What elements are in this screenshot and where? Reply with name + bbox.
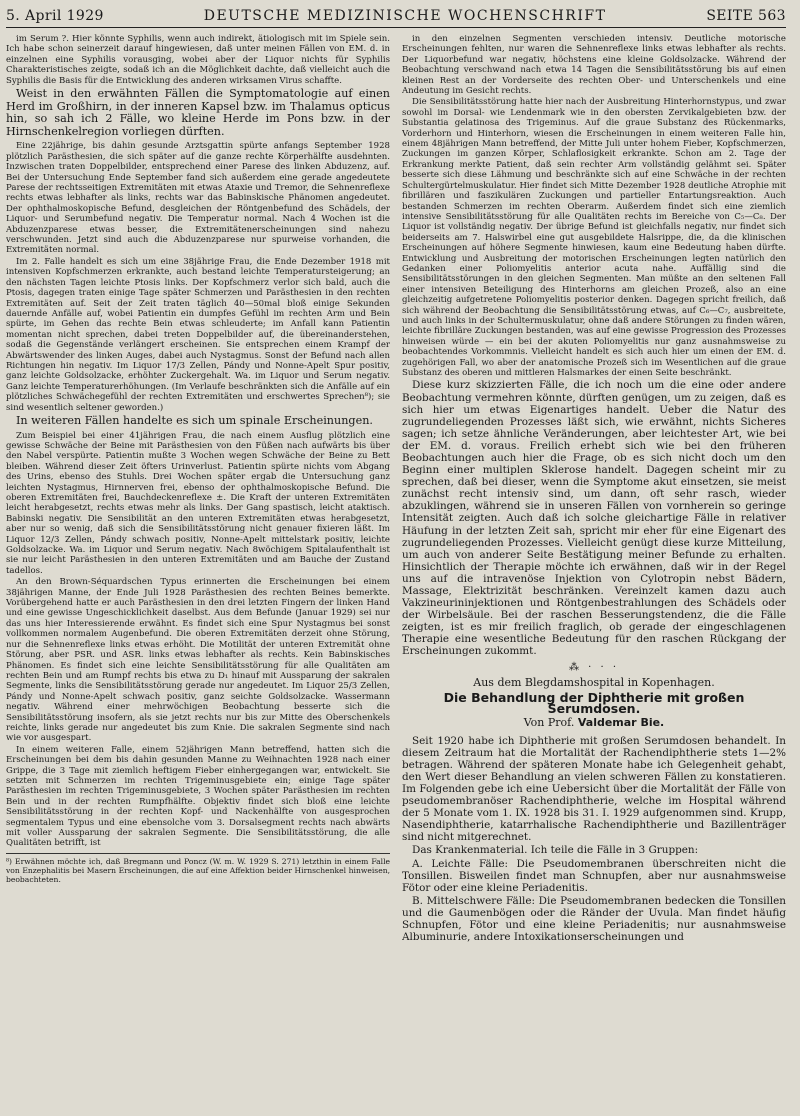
section-lead: Weist in den erwähnten Fällen die Symptomatologie auf einen Herd im Großhirn, in der inneren Kapsel bzw. im Thalamus opticus hin, so sah ich 2 Fälle, wo kleine Herde im Pons bzw. in der Hirnschenkelregion vorliegen dürften. [6, 87, 390, 138]
left-column [6, 34, 390, 944]
issue-date: 5. April 1929 [6, 8, 104, 24]
author-name: Valdemar Bie. [577, 716, 665, 730]
institution-line: Aus dem Blegdamshospital in Kopenhagen. [473, 675, 715, 689]
page-header [6, 8, 786, 28]
paragraph: Im 2. Falle handelt es sich um eine 38jährige Frau, die Ende Dezember 1918 mit intensiven Kopfschmerzen erkrankte, auch bestand leichte Temperatursteigerung; an den nächsten Tagen leichte Ptosis links. Der Kopfschmerz verlor sich bald, auch die Ptosis, dagegen traten einige Tage später Schmerzen und Parästhesien in den rechten Extremitäten auf. Seit der Zeit traten täglich 40—50mal bloß einige Sekunden dauernde Anfälle auf, wobei Patientin ein dumpfes Gefühl im rechten Arm und Bein spürte, im Gehen das rechte Bein etwas schleuderte; im Anfall kann Patientin momentan nicht sprechen, dabei treten Doppelbilder auf, die übereinanderstehen, sodaß die Gegenstände verlängert erscheinen. Sie entsprechen einem Krampf der Abwärtswender des linken Auges, dabei auch Nystagmus. Sonst der Befund nach allen Richtungen hin negativ. Im Liquor 17/3 Zellen, Pándy und Nonne-Apelt Spur positiv, ganz leichte Goldsolzacke, erhöhter Zuckergehalt. Wa. im Liquor und Serum negativ. Ganz leichte Temperaturerhöhungen. (Im Verlaufe beschränkten sich die Anfälle auf ein plötzliches Schwächegefühl der rechten Extremitäten und erschwertes Sprechen⁸); sie sind wesentlich seltener geworden.) [6, 256, 390, 413]
paragraph: Zum Beispiel bei einer 41jährigen Frau, die nach einem Ausflug plötzlich eine gewisse Schwäche der Beine mit Parästhesien von den Füßen nach aufwärts bis über den Nabel verspürte. Patientin mußte 3 Wochen wegen Schwäche der Beine zu Bett bleiben. Während dieser Zeit öfters Urinverlust. Patientin spürte nichts vom Abgang des Urins, ebenso des Stuhls. Drei Wochen später ergab die Untersuchung ganz leichten Nystagmus, Hirnnerven frei, ebenso der ophthalmoskopische Befund. Die oberen Extremitäten frei, Bauchdeckenreflexe ±. Die Kraft der unteren Extremitäten leicht herabgesetzt, rechts etwas mehr als links. Der Gang spastisch, leicht ataktisch. Babinski negativ. Die Sensibilität an den unteren Extremitäten etwas herabgesetzt, aber nur so wenig, daß sich die Sensibilitätsstörung nicht genauer fixieren läßt. Im Liquor 12/3 Zellen, Pándy schwach positiv, Nonne-Apelt mittelstark positiv, leichte Goldsolzacke. Wa. im Liquor und Serum negativ. Nach 8wöchigem Spitalaufenthalt ist sie nur leicht Parästhesien in den unteren Extremitäten und am Bauche der Zustand tadellos. [6, 430, 390, 576]
right-column [402, 34, 786, 944]
paragraph: Eine 22jährige, bis dahin gesunde Arztsgattin spürte anfangs September 1928 plötzlich Parästhesien, die sich später auf die ganze rechte Körperhälfte ausdehnten. Inzwischen traten Doppelbilder, entsprechend einer Parese des linken Abduzenz, auf. Bei der Untersuchung Ende September fand sich außerdem eine gerade angedeutete Parese der rechtsseitigen Extremitäten mit etwas Ataxie und Tremor, die Sehnenreflexe rechts etwas lebhafter als links, rechts war das Babinskische Phänomen angedeutet. Der ophthalmoskopische Befund, desgleichen der Röntgenbefund des Schädels, der Liquor- und Serumbefund negativ. Die Temperatur normal. Nach 4 Wochen ist die Abduzenzparese etwas besser, die Extremitätenerscheinungen sind nahezu verschwunden. Jetzt sind auch die Abduzenzparese nur spurweise vorhanden, die Extremitäten normal. [6, 141, 390, 256]
article-separator: ⁂ · · · [568, 661, 620, 673]
paragraph: A. Leichte Fälle: Die Pseudomembranen überschreiten nicht die Tonsillen. Bisweilen findet man Schnupfen, aber nur ausnahmsweise Fötor oder eine kleine Periadenitis. [402, 857, 786, 894]
article-title: Die Behandlung der Diphtherie mit großen Serumdosen. [443, 690, 745, 716]
paragraph: Diese kurz skizzierten Fälle, die ich noch um die eine oder andere Beobachtung vermehren könnte, dürften genügen, um zu zeigen, daß es sich hier um etwas Eigenartiges handelt. Ueber die Natur des zugrundeliegenden Prozesses läßt sich, wie erwähnt, nichts Sicheres sagen; ich setze ähnliche Veränderungen, aber leichtester Art, wie bei der EM. d. voraus. Freilich erhebt sich wie bei den früheren Beobachtungen auch hier die Frage, ob es sich nicht doch um den Beginn einer multiplen Sklerose handelt. Dagegen scheint mir zu sprechen, daß bei dieser, wenn die Symptome akut einsetzen, sie meist zunächst recht intensiv sind, um dann, oft sehr rasch, wieder abzuklingen, während sie in unseren Fällen von vornherein so geringe Intensität zeigten. Auch daß ich solche gleichartige Fälle in relativer Häufung in der letzten Zeit sah, spricht mir eher für eine Eigenart des zugrundeliegenden Prozesses. Vielleicht genügt diese kurze Mitteilung, um auch von anderer Seite Bestätigung meiner Befunde zu erhalten. Hinsichtlich der Therapie möchte ich erwähnen, daß wir in der Regel uns auf die intravenöse Injektion von Cylotropin nebst Bädern, Massage, Elektrizität beschränken. Vereinzelt kamen dazu auch Vakzineurininjektionen und Röntgenbestrahlungen des Schädels oder der Wirbelsäule. Bei der raschen Besserungstendenz, die die Fälle zeigten, ist es mir freilich fraglich, ob gerade der eingeschlagenen Therapie eine wesentliche Bedeutung für den raschen Rückgang der Erscheinungen zukommt. [402, 379, 786, 658]
author-line [402, 718, 786, 728]
author-prefix: Von Prof. [523, 716, 575, 730]
section-lead: In weiteren Fällen handelte es sich um spinale Erscheinungen. [16, 413, 373, 427]
paragraph: Seit 1920 habe ich Diphtherie mit großen Serumdosen behandelt. In diesem Zeitraum hat die Mortalität der Rachendiphtherie stets 1—2% betragen. Während der späteren Monate habe ich Gelegenheit gehabt, den Wert dieser Behandlung an vielen schweren Fällen zu konstatieren. Im Folgenden gebe ich eine Uebersicht über die Mortalität der Fälle von pseudomembranöser Rachendiphtherie, welche im Hospital während der 5 Monate vom 1. IX. 1928 bis 31. I. 1929 aufgenommen sind. Krupp, Nasendiphtherie, katarrhalische Rachendiphtherie und Bazillenträger sind nicht mitgerechnet. [402, 734, 786, 844]
paragraph: In einem weiteren Falle, einem 52jährigen Mann betreffend, hatten sich die Erscheinungen bei dem bis dahin gesunden Manne zu Weihnachten 1928 nach einer Grippe, die 3 Tage mit ziemlich heftigem Fieber einhergegangen war, entwickelt. Sie setzten mit Schmerzen im rechten Trigeminusgebiete ein; einige Tage später Parästhesien im rechten Trigeminusgebiete, 3 Wochen später Parästhesien im rechten Bein und in der rechten Rumpfhälfte. Objektiv findet sich bloß eine leichte Sensibilitätsstörung in der rechten Kopf- und Nackenhälfte von ausgesprochen segmentalem Typus und eine ebensolche vom 3. Dorsalsegment rechts nach abwärts mit voller Aussparung der sakralen Segmente. Die Sensibilitätsstörung, die alle Qualitäten betrifft, ist [6, 744, 390, 849]
journal-title: DEUTSCHE MEDIZINISCHE WOCHENSCHRIFT [203, 8, 607, 24]
paragraph: An den Brown-Séquardschen Typus erinnerten die Erscheinungen bei einem 38jährigen Manne, der Ende Juli 1928 Parästhesien des rechten Beines bemerkte. Vorübergehend hatte er auch Parästhesien in den drei letzten Fingern der linken Hand und eine gewisse Ungeschicklichkeit daselbst. Aus dem Befunde (Januar 1929) sei nur das uns hier Interessierende erwähnt. Es findet sich eine Spur Nystagmus bei sonst vollkommen normalem Augenbefund. Die oberen Extremitäten derzeit ohne Störung, nur die Sehnenreflexe links etwas erhöht. Die Motilität der unteren Extremität ohne Störung, aber PSR. und ASR. links etwas lebhafter als rechts. Kein Babinskisches Phänomen. Es findet sich eine leichte Sensibilitätsstörung für alle Qualitäten am rechten Bein und am Rumpf rechts bis etwa zu D₁ hinauf mit Aussparung der sakralen Segmente, links die Sensibilitätsstörung gerade nur angedeutet. Im Liquor 25/3 Zellen, Pándy und Nonne-Apelt schwach positiv, ganz seichte Goldsolzacke. Wassermann negativ. Während einer mehrwöchigen Beobachtung besserte sich die Sensibilitätsstörung insofern, als sie jetzt rechts nur bis zur Mitte des Oberschenkels reichte, links gerade nur angedeutet bis zum Knie. Die sakralen Segmente sind nach wie vor ausgespart. [6, 577, 390, 744]
paragraph: B. Mittelschwere Fälle: Die Pseudomembranen bedecken die Tonsillen und die Gaumenbögen oder die Ränder der Uvula. Man findet häufig Schnupfen, Fötor und eine kleine Periadenitis; nur ausnahmsweise Albuminurie, andere Intoxikationserscheinungen und [402, 894, 786, 944]
paragraph: Das Krankenmaterial. Ich teile die Fälle in 3 Gruppen: [412, 844, 699, 857]
footnote: ⁸) Erwähnen möchte ich, daß Bregmann und Poncz (W. m. W. 1929 S. 271) letzthin in einem Falle von Enzephalitis bei Masern Erscheinungen, die auf eine Affektion beider Hirnschenkel hinweisen, beobachteten. [6, 853, 390, 885]
page-number: SEITE 563 [706, 8, 786, 24]
paragraph: in den einzelnen Segmenten verschieden intensiv. Deutliche motorische Erscheinungen fehlten, nur waren die Sehnenreflexe links etwas lebhafter als rechts. Der Liquorbefund war negativ, höchstens eine kleine Goldsolzacke. Während der Beobachtung verschwand nach etwa 14 Tagen die Sensibilitätsstörung bis auf einen kleinen Rest an der Vorderseite des rechten Ober- und Unterschenkels und eine Andeutung im Gesicht rechts. [402, 34, 786, 97]
paragraph: im Serum ?. Hier könnte Syphilis, wenn auch indirekt, ätiologisch mit im Spiele sein. Ich habe schon seinerzeit darauf hingewiesen, daß unter meinen Fällen von EM. d. in einzelnen eine Syphilis vorausging, wobei aber der Liquor nichts für Syphilis Charakteristisches zeigte, sodaß ich an die Möglichkeit dachte, daß vielleicht auch die Syphilis die Basis für die Entwicklung des anderen wirksamen Virus schaffte. [6, 34, 390, 86]
paragraph: Die Sensibilitätsstörung hatte hier nach der Ausbreitung Hinterhornstypus, und zwar sowohl im Dorsal- wie Lendenmark wie in den obersten Zervikalgebieten bzw. der Substantia gelatinosa des Trigeminus. Auf die graue Substanz des Rückenmarks, Vorderhorn und Hinterhorn, wiesen die Erscheinungen in einem weiteren Falle hin, einem 48jährigen Mann betreffend, der Mitte Juli unter hohem Fieber, Kopfschmerzen, Zuckungen im ganzen Körper, Schlaflosigkeit erkrankte. Schon am 2. Tage der Erkrankung merkte Patient, daß sein rechter Arm vollständig gelähmt sei. Später besserte sich diese Lähmung und beschränkte sich auf eine Schwäche in der rechten Schultergürtelmuskulatur. Hier findet sich Mitte Dezember 1928 deutliche Atrophie mit fibrillären und faszikulären Zuckungen und partieller Entartungsreaktion. Auch bestanden Schmerzen im rechten Oberarm. Außerdem findet sich eine ziemlich intensive Sensibilitätsstörung für alle Qualitäten rechts im Bereiche von C₅—C₈. Der Liquor ist vollständig negativ. Der übrige Befund ist gleichfalls negativ, nur findet sich beiderseits am 7. Halswirbel eine gut ausgebildete Halsrippe, die, da die klinischen Erscheinungen auf höhere Segmente hinwiesen, kaum eine Bedeutung haben dürfte. Entwicklung und Ausbreitung der motorischen Erscheinungen legten natürlich den Gedanken einer Poliomyelitis anterior acuta nahe. Auffällig sind die Sensibilitätsstörungen in den gleichen Segmenten. Man müßte an den seltenen Fall einer intensiven Beteiligung des Hinterhorns am gleichen Prozeß, also an eine gleichzeitig aufgetretene Poliomyelitis posterior denken. Dagegen spricht freilich, daß sich während der Beobachtung die Sensibilitätsstörung etwas, auf C₆—C₇, ausbreitete, und auch links in der Schultermuskulatur, ohne daß andere Störungen zu finden wären, leichte fibrilläre Zuckungen bestanden, was auf eine gewisse Progression des Prozesses hinweisen würde — ein bei der akuten Poliomyelitis nur ganz ausnahmsweise zu beobachtendes Vorkommnis. Vielleicht handelt es sich auch hier um einen der EM. d. zugehörigen Fall, wo aber der anatomische Prozeß sich im Wesentlichen auf die graue Substanz des oberen und mittleren Halsmarkes der einen Seite beschränkt. [402, 97, 786, 378]
